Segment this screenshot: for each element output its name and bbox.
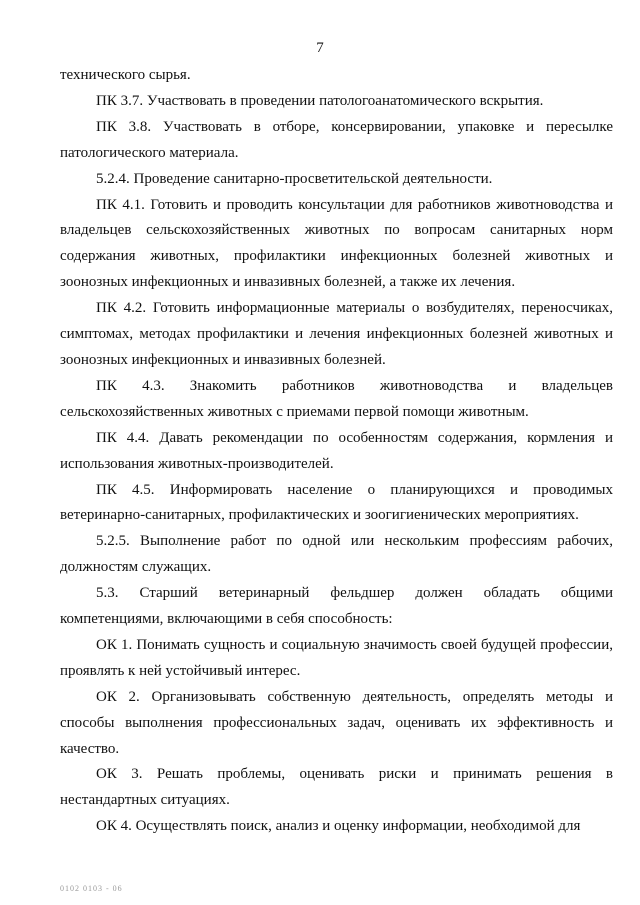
paragraph-pk-4-5: ПК 4.5. Информировать население о планирующихся и проводимых ветеринарно-санитарных, профилактических и зоогигиенических мероприятиях. — [60, 481, 613, 524]
page-number: 7 — [316, 40, 324, 56]
paragraph-pk-3-7: ПК 3.7. Участвовать в проведении патологоанатомического вскрытия. — [96, 92, 544, 109]
paragraph-pk-4-2: ПК 4.2. Готовить информационные материалы о возбудителях, переносчиках, симптомах, методах профилактики и лечения инфекционных болезней животных и зоонозных инфекционных и инвазивных болезней. — [60, 300, 613, 368]
paragraph-ok-2: ОК 2. Организовывать собственную деятельность, определять методы и способы выполнения профессиональных задач, оценивать их эффективность и качество. — [60, 688, 613, 757]
paragraph-pk-3-8: ПК 3.8. Участвовать в отборе, консервировании, упаковке и пересылке патологического материала. — [60, 118, 613, 161]
paragraph-pk-4-1: ПК 4.1. Готовить и проводить консультации для работников животноводства и владельцев сельскохозяйственных животных по вопросам санитарных норм содержания животных, профилактики инфекционных болезней животных и зоонозных инфекционных и инвазивных болезней, а также их лечения. — [60, 196, 613, 291]
paragraph-pk-4-3: ПК 4.3. Знакомить работников животноводства и владельцев сельскохозяйственных животных с приемами первой помощи животным. — [60, 377, 613, 420]
document-body — [60, 63, 613, 840]
footer-document-code: 0102 0103 - 06 — [60, 884, 123, 893]
paragraph-continuation: технического сырья. — [60, 67, 191, 83]
paragraph-ok-1: ОК 1. Понимать сущность и социальную значимость своей будущей профессии, проявлять к ней устойчивый интерес. — [60, 636, 613, 679]
paragraph-section-5-2-4: 5.2.4. Проведение санитарно-просветительской деятельности. — [96, 170, 493, 187]
paragraph-section-5-3: 5.3. Старший ветеринарный фельдшер должен обладать общими компетенциями, включающими в себя способность: — [60, 585, 613, 628]
paragraph-ok-3: ОК 3. Решать проблемы, оценивать риски и принимать решения в нестандартных ситуациях. — [60, 766, 613, 809]
paragraph-pk-4-4: ПК 4.4. Давать рекомендации по особенностям содержания, кормления и использования животных-производителей. — [60, 429, 613, 472]
paragraph-section-5-2-5: 5.2.5. Выполнение работ по одной или нескольким профессиям рабочих, должностям служащих. — [60, 533, 613, 576]
paragraph-ok-4: ОК 4. Осуществлять поиск, анализ и оценку информации, необходимой для — [96, 818, 581, 835]
